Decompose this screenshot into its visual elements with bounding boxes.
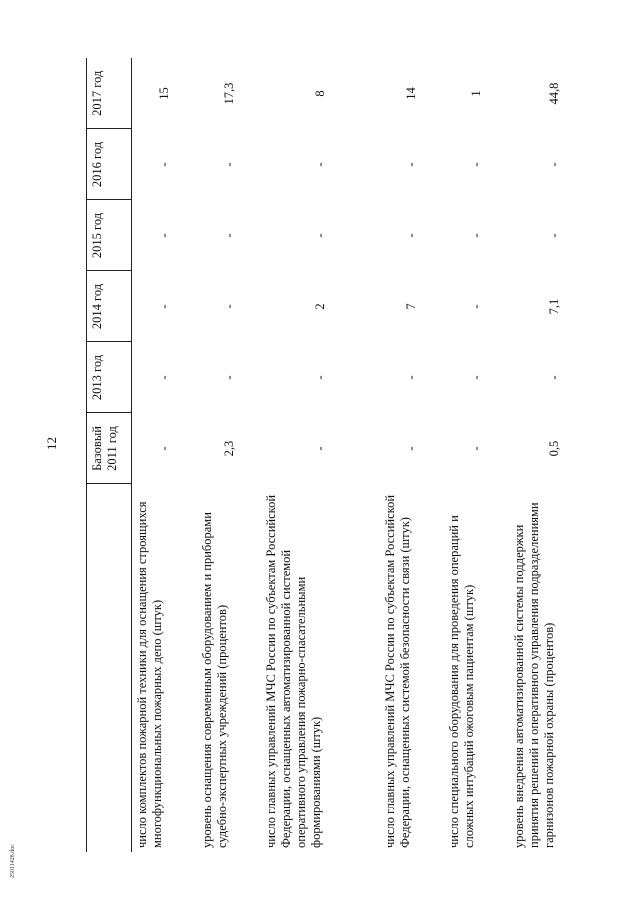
value-cell: -	[404, 233, 419, 238]
value-cell: -	[312, 446, 327, 451]
value-cell: 7	[404, 303, 419, 310]
header-2015: 2015 год	[87, 200, 132, 271]
value-cell: -	[546, 233, 561, 238]
value-cell: -	[221, 233, 236, 238]
value-cell: 15	[156, 87, 171, 100]
value-cell: -	[156, 162, 171, 167]
value-cell: -	[221, 304, 236, 309]
header-2016: 2016 год	[87, 129, 132, 200]
value-cell: 7,1	[546, 298, 561, 315]
value-cell: -	[468, 375, 483, 380]
indicator-cell: число главных управлений МЧС России по субъектам Российской Федерации, оснащенных системой безопасности связи (штук)	[382, 494, 412, 848]
value-cell: 2	[312, 303, 327, 310]
rotated-table-container	[86, 58, 600, 852]
value-cell: 14	[404, 87, 419, 100]
indicators-table	[86, 58, 600, 852]
value-cell: 1	[468, 90, 483, 97]
header-indicator	[87, 484, 132, 852]
value-cell: 8	[312, 90, 327, 97]
value-cell: -	[312, 233, 327, 238]
value-cell: -	[468, 233, 483, 238]
value-cell: 0,5	[546, 440, 561, 457]
value-cell: -	[468, 304, 483, 309]
value-cell: -	[546, 375, 561, 380]
indicator-cell: уровень внедрения автоматизированной системы поддержки принятия решений и оперативного управления подразделениями гарнизонов пожарной охраны (процентов)	[511, 502, 556, 848]
value-cell: -	[221, 375, 236, 380]
value-cell: -	[156, 375, 171, 380]
table-header-row	[87, 58, 132, 852]
table-row	[261, 58, 379, 852]
value-cell: -	[404, 375, 419, 380]
indicator-cell: число комплектов пожарной техники для оснащения строящихся многофункциональных пожарных депо (штук)	[135, 501, 164, 848]
value-cell: -	[404, 162, 419, 167]
value-cell: -	[156, 233, 171, 238]
table-row	[444, 58, 508, 852]
page-number: 12	[44, 437, 59, 450]
header-2017: 2017 год	[87, 58, 132, 129]
value-cell: -	[156, 304, 171, 309]
indicator-cell: число специального оборудования для проведения операций и сложных интубаций ожоговым пациентам (штук)	[447, 515, 477, 848]
value-cell: 17,3	[221, 82, 236, 105]
document-id: 25011428.doc	[10, 844, 16, 878]
value-cell: 44,8	[546, 82, 561, 105]
header-2013: 2013 год	[87, 342, 132, 413]
table-row	[380, 58, 444, 852]
indicator-cell: число главных управлений МЧС России по субъектам Российской Федерации, оснащенных автоматизированной системой оперативного управления пожарно-спасательными формированиями (штук)	[264, 494, 324, 848]
value-cell: -	[468, 162, 483, 167]
header-base-2011: Базовый 2011 год	[87, 413, 132, 484]
indicator-cell: уровень оснащения современным оборудованием и приборами судебно-экспертных учреждений (процентов)	[199, 512, 229, 848]
table-row	[509, 58, 600, 852]
value-cell: -	[312, 162, 327, 167]
value-cell: -	[156, 446, 171, 451]
value-cell: -	[404, 446, 419, 451]
value-cell: 2,3	[221, 440, 236, 457]
header-2014: 2014 год	[87, 271, 132, 342]
value-cell: -	[221, 162, 236, 167]
table-row	[132, 58, 197, 852]
table-row	[197, 58, 261, 852]
value-cell: -	[546, 162, 561, 167]
value-cell: -	[312, 375, 327, 380]
value-cell: -	[468, 446, 483, 451]
